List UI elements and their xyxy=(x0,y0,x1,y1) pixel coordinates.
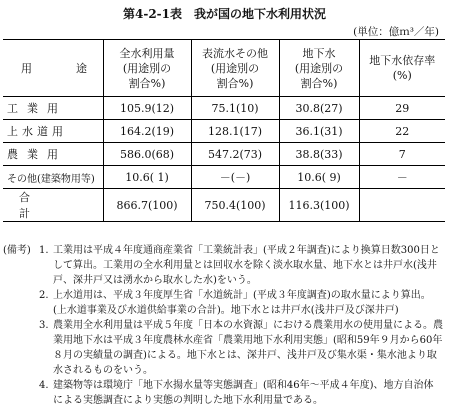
groundwater-table xyxy=(3,39,445,222)
cell-total: 10.6( 1) xyxy=(103,166,191,189)
cell-total: 164.2(19) xyxy=(103,120,191,143)
cell-surface: －(－) xyxy=(191,166,279,189)
cell-rate: 29 xyxy=(359,97,445,120)
cell-surface: 547.2(73) xyxy=(191,143,279,166)
table-row xyxy=(3,143,445,166)
header-ground: 地下水 (用途別の 割合%) xyxy=(279,40,359,97)
row-label: その他(建築物用等) xyxy=(3,166,103,189)
cell-ground: 38.8(33) xyxy=(279,143,359,166)
cell-total: 586.0(68) xyxy=(103,143,191,166)
cell-surface: 75.1(10) xyxy=(191,97,279,120)
row-label: 上水道用 xyxy=(3,120,103,143)
header-rate: 地下水依存率 (%) xyxy=(359,40,445,97)
cell-ground: 116.3(100) xyxy=(279,189,359,222)
cell-rate xyxy=(359,189,445,222)
header-total: 全水利用量 (用途別の 割合%) xyxy=(103,40,191,97)
notes xyxy=(3,243,443,408)
cell-surface: 750.4(100) xyxy=(191,189,279,222)
note-item xyxy=(3,288,443,318)
note-number: 3. xyxy=(39,320,49,331)
cell-total: 105.9(12) xyxy=(103,97,191,120)
header-row xyxy=(3,40,445,97)
cell-rate: － xyxy=(359,166,445,189)
cell-rate: 7 xyxy=(359,143,445,166)
note-text: 工業用は平成４年度通商産業省「工業統計表」(平成２年調査)により換算日数300日として算出。工業用の全水利用量とは回収水を除く淡水取水量、地下水とは井戸水(浅井戸、深井戸又は湧水から取水した水)をいう。 xyxy=(53,245,440,286)
table-title: 第4-2-1表 我が国の地下水利用状況 xyxy=(122,7,326,21)
notes-label: (備考) xyxy=(3,245,31,256)
note-text: 建築物等は環境庁「地下水揚水量等実態調査」(昭和46年～平成４年度)、地方自治体による実態調査により実態の判明した地下水利用量である。 xyxy=(53,380,434,406)
cell-ground: 36.1(31) xyxy=(279,120,359,143)
table-row xyxy=(3,97,445,120)
note-number: 1. xyxy=(39,245,49,256)
row-label: 合計 xyxy=(3,189,103,222)
note-text: 上水道用は、平成３年度厚生省「水道統計」(平成３年度調査)の取水量により算出。(上水道事業及び水道供給事業の合計)。地下水とは井戸水(浅井戸及び深井戸) xyxy=(53,290,431,316)
cell-rate: 22 xyxy=(359,120,445,143)
row-label: 農業用 xyxy=(3,143,103,166)
table-row xyxy=(3,166,445,189)
note-item xyxy=(3,378,443,408)
note-item xyxy=(3,318,443,378)
cell-ground: 10.6( 9) xyxy=(279,166,359,189)
cell-ground: 30.8(27) xyxy=(279,97,359,120)
cell-surface: 128.1(17) xyxy=(191,120,279,143)
row-label: 工業用 xyxy=(3,97,103,120)
note-number: 2. xyxy=(39,290,49,301)
cell-total: 866.7(100) xyxy=(103,189,191,222)
unit-label: (単位：億ｍ³／年) xyxy=(353,26,439,38)
note-number: 4. xyxy=(39,380,49,391)
header-surface: 表流水その他 (用途別の 割合%) xyxy=(191,40,279,97)
table-row xyxy=(3,120,445,143)
note-text: 農業用全水利用量は平成５年度「日本の水資源」における農業用水の使用量による。農業用地下水は平成３年度農林水産省「農業用地下水利用実態」(昭和59年９月から60年８月の実績量の調査)による。地下水とは、深井戸、浅井戸及び集水渠・集水池より取水されるものをいう。 xyxy=(53,320,443,376)
note-item xyxy=(3,243,443,288)
header-use: 用 途 xyxy=(3,40,103,97)
total-row xyxy=(3,189,445,222)
